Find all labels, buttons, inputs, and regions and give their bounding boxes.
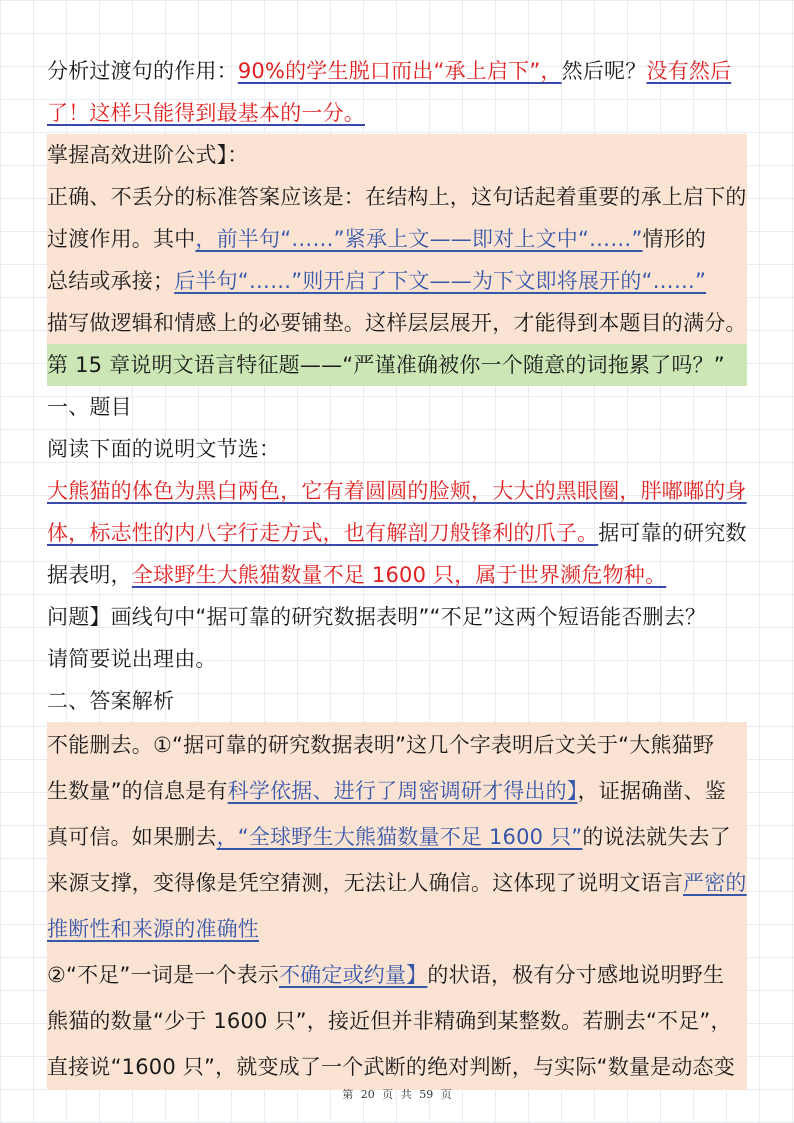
formula-block: [47, 134, 747, 344]
text-span: 来源支撑，变得像是凭空猜测，无法让人确信。这体现了说明文语言: [47, 871, 683, 895]
text-line-6: [47, 260, 747, 302]
text-span: 然后呢？: [561, 59, 647, 83]
text-span: ，证据确凿、鉴: [577, 779, 726, 803]
underlined-blue-span: ，“全球野生大熊猫数量不足 1600 只”: [216, 825, 583, 849]
question-text: 请简要说出理由。: [47, 647, 217, 671]
footer-text: 页: [440, 1088, 452, 1101]
text-span: 直接说“1600 只”，就变成了一个武断的绝对判断，与实际“数量是动态变: [47, 1055, 735, 1079]
text-line-1: [47, 50, 747, 92]
page-number: 20: [360, 1088, 375, 1101]
text-span: 熊猫的数量“少于 1600 只”，接近但并非精确到某整数。若删去“不足”，: [47, 1009, 732, 1033]
footer-text: 共: [400, 1088, 412, 1101]
underlined-blue-span: 严密的: [683, 871, 747, 895]
text-line-2: [47, 92, 747, 134]
total-pages: 59: [419, 1088, 434, 1101]
text-span: 描写做逻辑和情感上的必要铺垫。这样层层展开，才能得到本题目的满分。: [47, 311, 747, 335]
text-span: 生数量”的信息是有: [47, 779, 228, 803]
text-line-23: [47, 998, 747, 1044]
section-heading: 二、答案解析: [47, 689, 175, 713]
text-line-13: [47, 554, 747, 596]
text-line-20: [47, 860, 747, 906]
underlined-blue-span: ，前半句“……”紧承上文——即对上文中“……”: [195, 227, 643, 251]
text-span: 情形的: [642, 227, 707, 251]
text-span: ②“不足”一词是一个表示: [47, 963, 279, 987]
page-footer: [0, 1086, 794, 1102]
text-line-14: [47, 596, 747, 638]
text-span: 过渡作用。其中: [47, 227, 196, 251]
underlined-red-span: 了！这样只能得到最基本的一分。: [47, 101, 365, 125]
underlined-blue-span: 推断性和来源的准确性: [47, 917, 259, 941]
section-heading: 掌握高效进阶公式】：: [47, 143, 249, 167]
text-span: 阅读下面的说明文节选：: [47, 437, 281, 461]
text-span: 据表明，: [47, 563, 132, 587]
text-span: 的状语，极有分寸感地说明野生: [427, 963, 725, 987]
underlined-red-span: 全球野生大熊猫数量不足 1600 只，属于世界濒危物种。: [131, 563, 667, 587]
text-line-15: [47, 638, 747, 680]
text-span: 不能删去。①“据可靠的研究数据表明”这几个字表明后文关于“大熊猫野: [47, 733, 715, 757]
underlined-blue-span: 后半句“……”则开启了下文——为下文即将展开的“……”: [174, 269, 707, 293]
text-line-10: [47, 428, 747, 470]
text-line-19: [47, 814, 747, 860]
text-line-5: [47, 218, 747, 260]
question-text: 问题】画线句中“据可靠的研究数据表明”“不足”这两个短语能否删去？: [47, 605, 707, 629]
text-span: 正确、不丢分的标准答案应该是：在结构上，这句话起着重要的承上启下的: [47, 185, 747, 209]
text-line-21: [47, 906, 747, 952]
text-span: 分析过渡句的作用：: [47, 59, 238, 83]
text-line-9: [47, 386, 747, 428]
text-span: 据可靠的研究数: [598, 521, 747, 545]
footer-text: 页: [382, 1088, 394, 1101]
chapter-title-text: 第 15 章说明文语言特征题——“严谨准确被你一个随意的词拖累了吗？”: [47, 353, 725, 377]
underlined-blue-span: 科学依据、进行了周密调研才得出的】: [227, 779, 578, 803]
underlined-red-span: 体，标志性的内八字行走方式，也有解剖刀般锋利的爪子。: [47, 521, 599, 545]
chapter-title: [47, 344, 747, 386]
text-line-16: [47, 680, 747, 722]
text-line-12: [47, 512, 747, 554]
text-line-4: [47, 176, 747, 218]
text-span: 总结或承接；: [47, 269, 175, 293]
text-line-22: [47, 952, 747, 998]
document-page: [47, 50, 747, 1090]
underlined-red-span: 90%的学生脱口而出“承上启下”，: [237, 59, 562, 83]
underlined-red-span: 没有然后: [646, 59, 732, 83]
text-span: 的说法就失去了: [582, 825, 731, 849]
section-heading: 一、题目: [47, 395, 132, 419]
text-line-7: [47, 302, 747, 344]
text-line-3: [47, 134, 747, 176]
text-line-24: [47, 1044, 747, 1090]
underlined-red-span: 大熊猫的体色为黑白两色，它有着圆圆的脸颊，大大的黑眼圈，胖嘟嘟的身: [47, 479, 747, 503]
text-span: 真可信。如果删去: [47, 825, 217, 849]
text-line-17: [47, 722, 747, 768]
text-line-18: [47, 768, 747, 814]
text-line-11: [47, 470, 747, 512]
answer-block: [47, 722, 747, 1090]
underlined-blue-span: 不确定或约量】: [278, 963, 428, 987]
footer-text: 第: [342, 1088, 354, 1101]
